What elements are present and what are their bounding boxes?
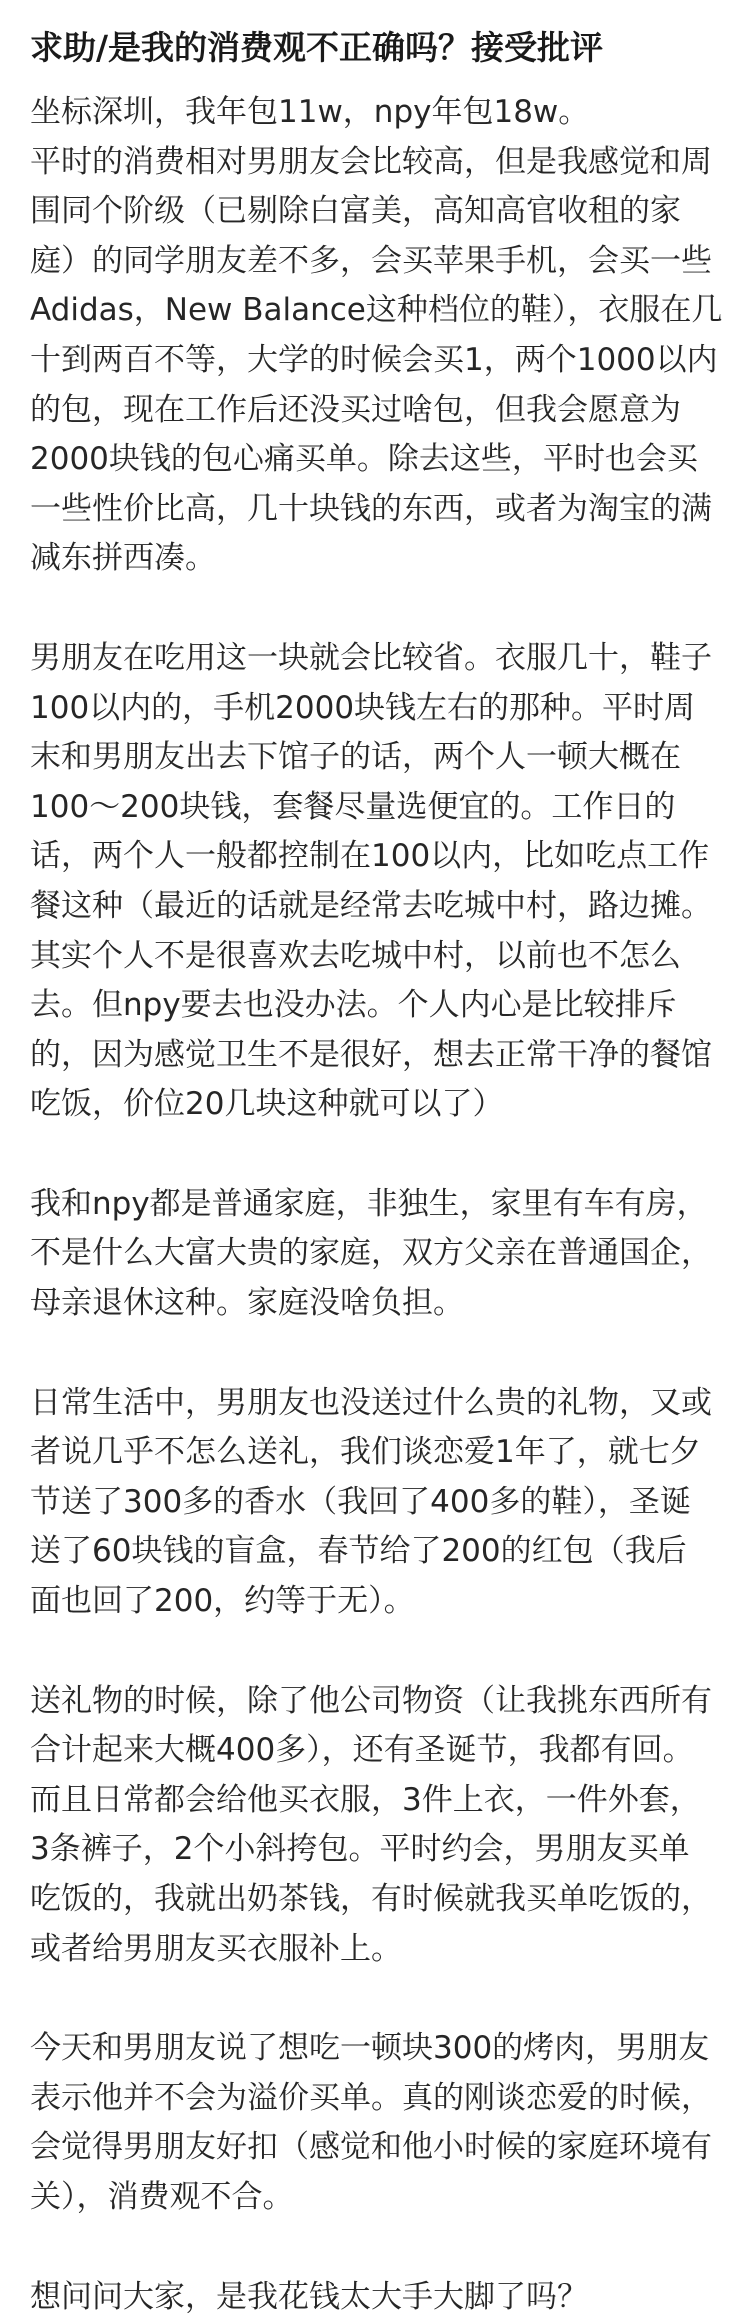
paragraph-line: 的包，现在工作后还没买过啥包，但我会愿意为	[30, 391, 681, 428]
paragraph-line: 3条裤子，2个小斜挎包。平时约会，男朋友买单	[30, 1831, 690, 1868]
post-paragraph	[30, 2024, 728, 2222]
paragraph-line: 100以内的，手机2000块钱左右的那种。平时周	[30, 689, 696, 726]
paragraph-line: 合计起来大概400多），还有圣诞节，我都有回。	[30, 1732, 694, 1769]
paragraph-line: 不是什么大富大贵的家庭，双方父亲在普通国企，	[30, 1235, 712, 1272]
post-paragraph	[30, 1180, 728, 1329]
post-paragraph	[30, 634, 728, 1130]
paragraph-line: 平时的消费相对男朋友会比较高，但是我感觉和周	[30, 143, 712, 180]
paragraph-line: 男朋友在吃用这一块就会比较省。衣服几十，鞋子	[30, 639, 712, 676]
paragraph-line: 其实个人不是很喜欢去吃城中村，以前也不怎么	[30, 937, 681, 974]
paragraph-line: 母亲退休这种。家庭没啥负担。	[30, 1285, 464, 1322]
post-paragraph	[30, 88, 728, 584]
post-paragraph	[30, 1379, 728, 1627]
post-paragraph	[30, 2273, 728, 2322]
paragraph-line: 送了60块钱的盲盒，春节给了200的红包（我后	[30, 1533, 687, 1570]
paragraph-line: 吃饭，价位20几块这种就可以了）	[30, 1086, 504, 1123]
paragraph-line: 坐标深圳，我年包11w，npy年包18w。	[30, 94, 590, 130]
paragraph-line: 或者给男朋友买衣服补上。	[30, 1930, 402, 1967]
paragraph-line: 今天和男朋友说了想吃一顿块300的烤肉，男朋友	[30, 2030, 710, 2067]
paragraph-line: 减东拼西凑。	[30, 540, 216, 577]
paragraph-line: 面也回了200，约等于无）。	[30, 1583, 415, 1620]
paragraph-line: 去。但npy要去也没办法。个人内心是比较排斥	[30, 987, 677, 1024]
paragraph-line: 末和男朋友出去下馆子的话，两个人一顿大概在	[30, 739, 681, 776]
paragraph-line: 十到两百不等，大学的时候会买1，两个1000以内	[30, 341, 718, 378]
post-title: 求助/是我的消费观不正确吗？接受批评	[30, 28, 604, 67]
paragraph-line: 者说几乎不怎么送礼，我们谈恋爱1年了，就七夕	[30, 1434, 701, 1471]
paragraph-line: 关），消费观不合。	[30, 2178, 294, 2215]
post-body	[30, 88, 728, 2322]
paragraph-line: 想问问大家，是我花钱太大手大脚了吗？	[30, 2278, 588, 2315]
paragraph-line: 日常生活中，男朋友也没送过什么贵的礼物，又或	[30, 1384, 712, 1421]
paragraph-line: Adidas，New Balance这种档位的鞋），衣服在几	[30, 292, 723, 329]
paragraph-line: 庭）的同学朋友差不多，会买苹果手机，会买一些	[30, 242, 712, 279]
paragraph-line: 而且日常都会给他买衣服，3件上衣，一件外套，	[30, 1781, 701, 1818]
paragraph-line: 2000块钱的包心痛买单。除去这些，平时也会买	[30, 441, 698, 478]
post-paragraph	[30, 1677, 728, 1975]
paragraph-line: 的，因为感觉卫生不是很好，想去正常干净的餐馆	[30, 1036, 712, 1073]
paragraph-line: 餐这种（最近的话就是经常去吃城中村，路边摊。	[30, 887, 712, 924]
paragraph-line: 节送了300多的香水（我回了400多的鞋），圣诞	[30, 1483, 691, 1520]
paragraph-line: 会觉得男朋友好扣（感觉和他小时候的家庭环境有	[30, 2129, 712, 2166]
paragraph-line: 围同个阶级（已剔除白富美，高知高官收租的家	[30, 193, 681, 230]
paragraph-line: 一些性价比高，几十块钱的东西，或者为淘宝的满	[30, 490, 712, 527]
paragraph-line: 送礼物的时候，除了他公司物资（让我挑东西所有	[30, 1682, 712, 1719]
paragraph-line: 吃饭的，我就出奶茶钱，有时候就我买单吃饭的，	[30, 1881, 712, 1917]
paragraph-line: 100～200块钱，套餐尽量选便宜的。工作日的	[30, 788, 676, 825]
paragraph-line: 我和npy都是普通家庭，非独生，家里有车有房，	[30, 1185, 708, 1222]
paragraph-line: 话，两个人一般都控制在100以内，比如吃点工作	[30, 838, 710, 875]
paragraph-line: 表示他并不会为溢价买单。真的刚谈恋爱的时候，	[30, 2079, 712, 2116]
